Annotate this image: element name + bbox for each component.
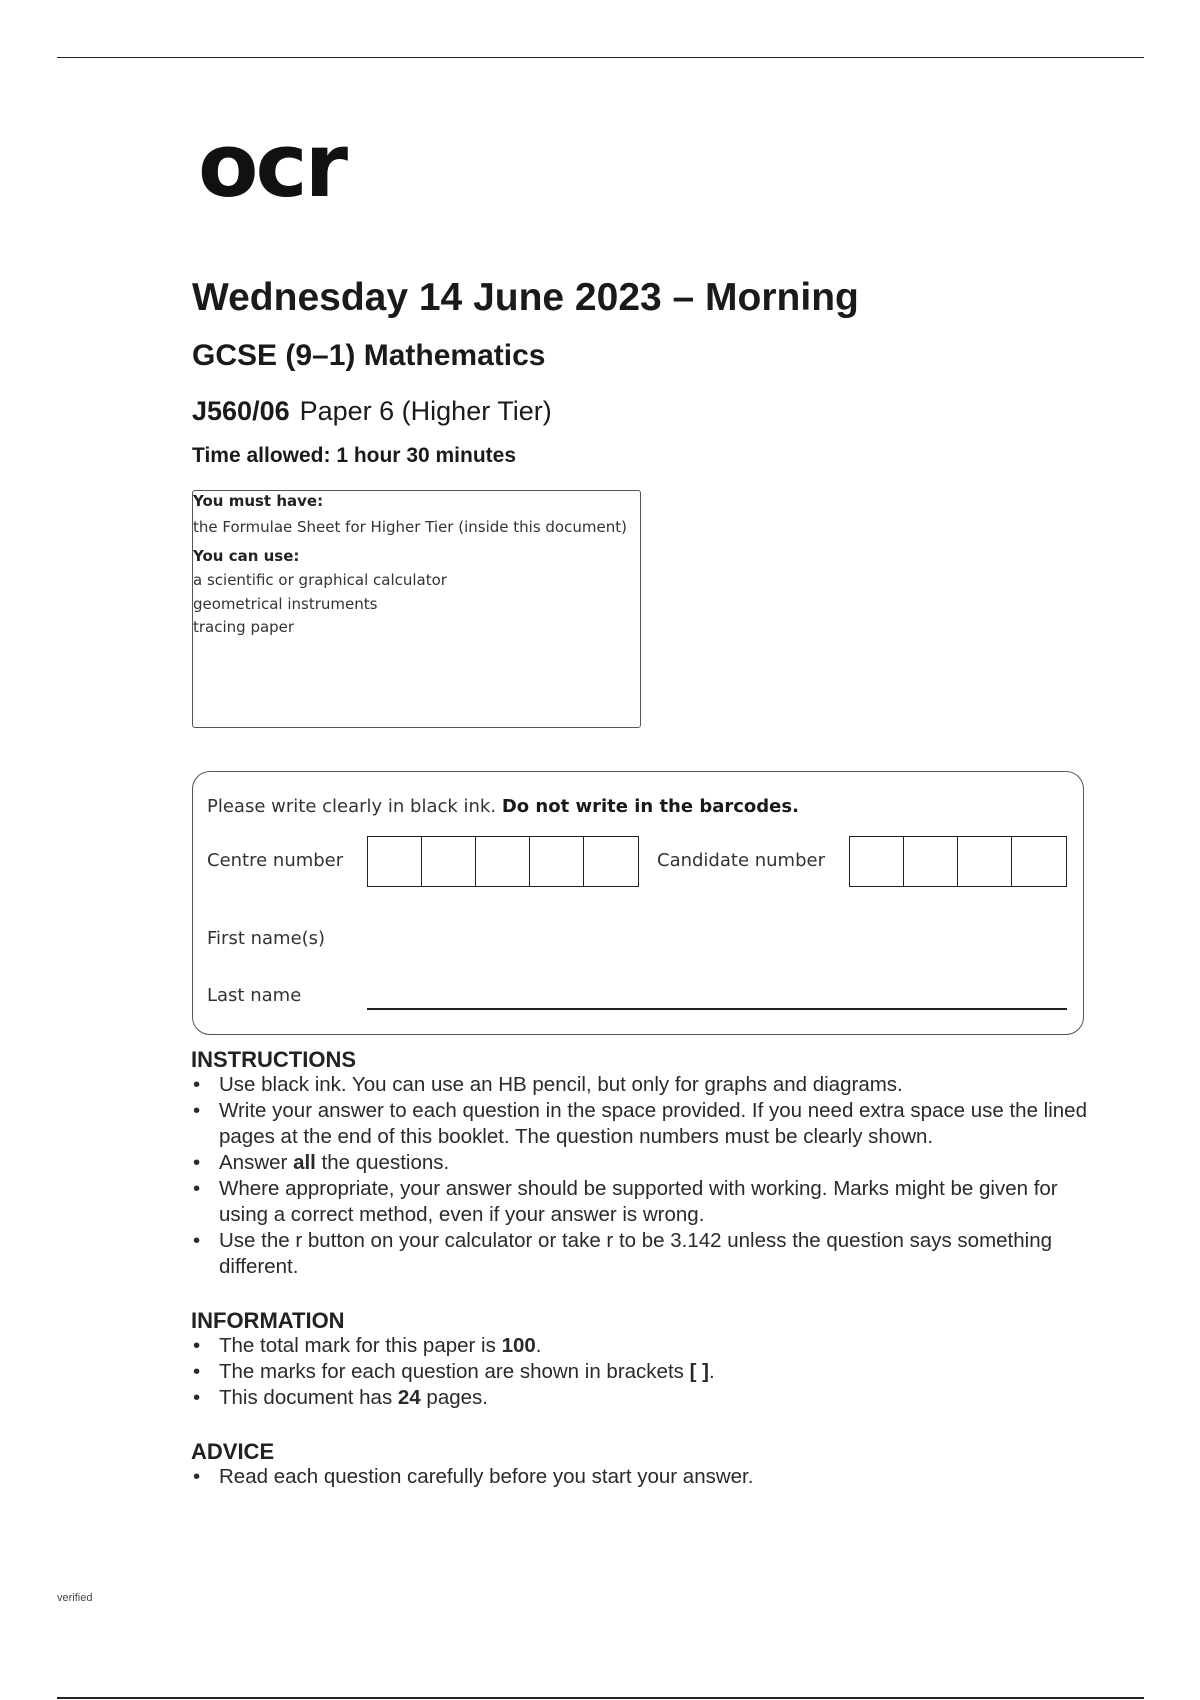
- barcode-warning: Do not write in the barcodes.: [501, 796, 799, 817]
- bottom-rule: [57, 1697, 1144, 1699]
- instructions-list: [191, 1072, 1091, 1280]
- equipment-box: [192, 490, 641, 728]
- candidate-number-label: Candidate number: [657, 850, 825, 871]
- information-item: • This document has 24 pages.: [191, 1385, 1091, 1411]
- advice-item: • Read each question carefully before you start your answer.: [191, 1464, 1091, 1490]
- can-use-item: geometrical instruments: [193, 595, 378, 613]
- must-have-item: the Formulae Sheet for Higher Tier (inside this document): [193, 518, 627, 536]
- last-name-label: Last name: [207, 985, 302, 1006]
- candidate-digit-box[interactable]: [1012, 837, 1066, 886]
- information-item: • The total mark for this paper is 100.: [191, 1333, 1091, 1359]
- first-name-label: First name(s): [207, 928, 326, 949]
- can-use-item: a scientific or graphical calculator: [193, 571, 447, 589]
- candidate-digit-box[interactable]: [958, 837, 1012, 886]
- instructions-title: INSTRUCTIONS: [191, 1047, 356, 1072]
- instruction-item: • Where appropriate, your answer should be supported with working. Marks might be given for using a correct method, even if your answer is wrong.: [191, 1176, 1091, 1228]
- exam-date: Wednesday 14 June 2023 – Morning: [192, 276, 859, 319]
- information-item: • The marks for each question are shown in brackets [ ].: [191, 1359, 1091, 1385]
- can-use-heading: You can use:: [193, 547, 300, 565]
- last-name-line[interactable]: [367, 1008, 1067, 1010]
- advice-list: [191, 1464, 1091, 1490]
- paper-code: J560/06: [192, 396, 290, 426]
- paper-line: [192, 398, 552, 425]
- time-allowed: Time allowed: 1 hour 30 minutes: [192, 444, 517, 467]
- verified-mark: verified: [57, 1592, 93, 1604]
- ocr-logo: ocr: [198, 114, 346, 217]
- candidate-digit-box[interactable]: [850, 837, 904, 886]
- can-use-item: tracing paper: [193, 618, 295, 636]
- information-list: [191, 1333, 1091, 1411]
- subject-title: GCSE (9–1) Mathematics: [192, 339, 546, 372]
- instruction-item: • Write your answer to each question in the space provided. If you need extra space use the lined pages at the end of this booklet. The question numbers must be clearly shown.: [191, 1098, 1091, 1150]
- candidate-digit-box[interactable]: [904, 837, 958, 886]
- ink-notice-text: Please write clearly in black ink.: [207, 796, 497, 817]
- instruction-item: • Use black ink. You can use an HB pencil, but only for graphs and diagrams.: [191, 1072, 1091, 1098]
- information-title: INFORMATION: [191, 1308, 345, 1333]
- advice-title: ADVICE: [191, 1439, 275, 1464]
- centre-number-label: Centre number: [207, 850, 344, 871]
- candidate-details-box: [192, 771, 1084, 1035]
- centre-digit-box[interactable]: [476, 837, 530, 886]
- ink-notice: [207, 798, 799, 816]
- centre-digit-box[interactable]: [422, 837, 476, 886]
- must-have-heading: You must have:: [193, 492, 324, 510]
- candidate-number-field[interactable]: [849, 836, 1067, 887]
- centre-digit-box[interactable]: [584, 837, 638, 886]
- instruction-item: • Use the r button on your calculator or take r to be 3.142 unless the question says something different.: [191, 1228, 1091, 1280]
- centre-number-field[interactable]: [367, 836, 639, 887]
- centre-digit-box[interactable]: [530, 837, 584, 886]
- paper-title: Paper 6 (Higher Tier): [299, 396, 552, 426]
- top-rule: [57, 57, 1144, 58]
- instruction-item: • Answer all the questions.: [191, 1150, 1091, 1176]
- centre-digit-box[interactable]: [368, 837, 422, 886]
